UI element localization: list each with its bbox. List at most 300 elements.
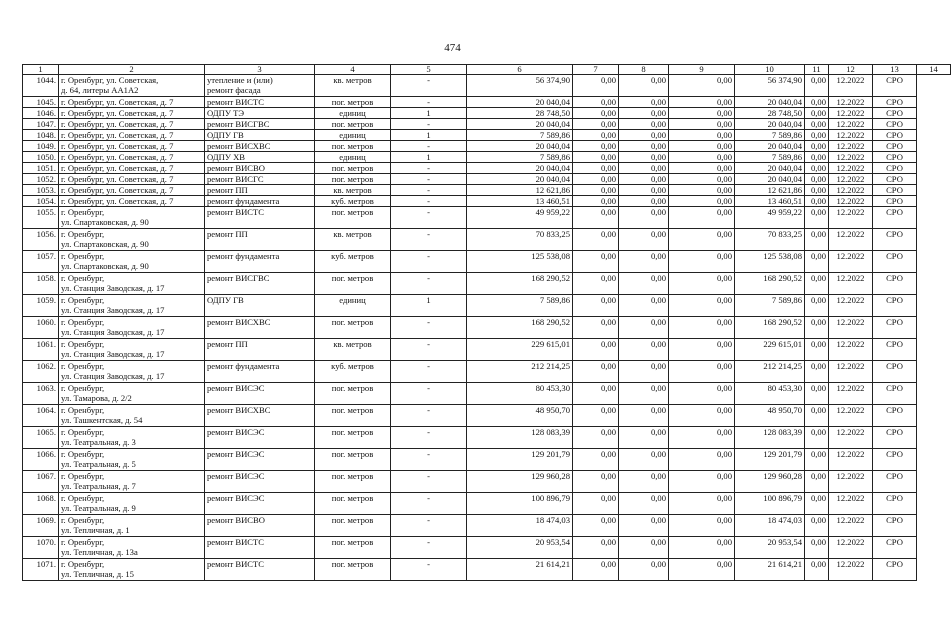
date-cell: 12.2022 <box>829 559 873 581</box>
address-line: г. Оренбург, <box>61 515 105 525</box>
work-type-cell <box>205 559 315 581</box>
date-cell: 12.2022 <box>829 383 873 405</box>
source-cell: СРО <box>873 317 917 339</box>
quantity-cell: - <box>391 185 467 196</box>
col10-cell: 0,00 <box>669 383 735 405</box>
col8-cell: 0,00 <box>573 185 619 196</box>
col11-cell: 7 589,86 <box>735 152 805 163</box>
col10-cell: 0,00 <box>669 449 735 471</box>
work-type-line: ремонт ВИСТС <box>207 559 265 569</box>
address-cell <box>59 75 205 97</box>
date-cell: 12.2022 <box>829 295 873 317</box>
unit-cell: пог. метров <box>315 317 391 339</box>
table-row <box>23 559 951 581</box>
source-cell: СРО <box>873 471 917 493</box>
col11-cell: 20 953,54 <box>735 537 805 559</box>
address-cell <box>59 196 205 207</box>
col11-cell: 18 474,03 <box>735 515 805 537</box>
source-cell: СРО <box>873 196 917 207</box>
source-cell: СРО <box>873 141 917 152</box>
work-type-line: ремонт ВИСТС <box>207 207 265 217</box>
quantity-cell: - <box>391 75 467 97</box>
col11-cell: 212 214,25 <box>735 361 805 383</box>
col8-cell: 0,00 <box>573 163 619 174</box>
work-type-line: ремонт ВИСТС <box>207 97 265 107</box>
col8-cell: 0,00 <box>573 471 619 493</box>
col10-cell: 0,00 <box>669 471 735 493</box>
register-table <box>22 64 951 581</box>
column-number-14: 14 <box>917 65 951 75</box>
col9-cell: 0,00 <box>619 207 669 229</box>
col12-cell: 0,00 <box>805 196 829 207</box>
work-type-line: ремонт ВИСЭС <box>207 493 265 503</box>
work-type-cell <box>205 449 315 471</box>
table-row <box>23 383 951 405</box>
work-type-line: утепление и (или) <box>207 75 273 85</box>
col8-cell: 0,00 <box>573 229 619 251</box>
col8-cell: 0,00 <box>573 119 619 130</box>
address-line: д. 64, литеры АА1А2 <box>61 85 139 95</box>
col9-cell: 0,00 <box>619 163 669 174</box>
col8-cell: 0,00 <box>573 339 619 361</box>
work-type-cell <box>205 537 315 559</box>
address-line: ул. Станция Заводская, д. 17 <box>61 283 165 293</box>
col12-cell: 0,00 <box>805 141 829 152</box>
total-cost-cell: 129 960,28 <box>467 471 573 493</box>
col8-cell: 0,00 <box>573 493 619 515</box>
date-cell: 12.2022 <box>829 515 873 537</box>
table-row <box>23 361 951 383</box>
col9-cell: 0,00 <box>619 174 669 185</box>
quantity-cell: - <box>391 251 467 273</box>
work-type-cell <box>205 515 315 537</box>
source-cell: СРО <box>873 339 917 361</box>
address-cell <box>59 229 205 251</box>
address-line: г. Оренбург, ул. Советская, д. 7 <box>61 108 174 118</box>
col9-cell: 0,00 <box>619 361 669 383</box>
col11-cell: 128 083,39 <box>735 427 805 449</box>
address-cell <box>59 515 205 537</box>
col12-cell: 0,00 <box>805 163 829 174</box>
total-cost-cell: 56 374,90 <box>467 75 573 97</box>
col10-cell: 0,00 <box>669 317 735 339</box>
total-cost-cell: 28 748,50 <box>467 108 573 119</box>
address-cell <box>59 251 205 273</box>
address-line: ул. Ташкентская, д. 54 <box>61 415 143 425</box>
quantity-cell: - <box>391 196 467 207</box>
address-cell <box>59 185 205 196</box>
col9-cell: 0,00 <box>619 383 669 405</box>
table-row <box>23 229 951 251</box>
total-cost-cell: 229 615,01 <box>467 339 573 361</box>
total-cost-cell: 7 589,86 <box>467 152 573 163</box>
row-number-cell: 1065. <box>23 427 59 449</box>
source-cell: СРО <box>873 537 917 559</box>
address-cell <box>59 383 205 405</box>
col9-cell: 0,00 <box>619 152 669 163</box>
address-line: ул. Тамарова, д. 2/2 <box>61 393 132 403</box>
row-number-cell: 1049. <box>23 141 59 152</box>
col10-cell: 0,00 <box>669 361 735 383</box>
date-cell: 12.2022 <box>829 141 873 152</box>
date-cell: 12.2022 <box>829 427 873 449</box>
row-number-cell: 1058. <box>23 273 59 295</box>
source-cell: СРО <box>873 75 917 97</box>
col9-cell: 0,00 <box>619 537 669 559</box>
quantity-cell: - <box>391 273 467 295</box>
table-row <box>23 141 951 152</box>
table-row <box>23 207 951 229</box>
work-type-line: ремонт ПП <box>207 339 248 349</box>
row-number-cell: 1066. <box>23 449 59 471</box>
col10-cell: 0,00 <box>669 75 735 97</box>
work-type-line: ремонт ВИСВО <box>207 163 265 173</box>
col9-cell: 0,00 <box>619 471 669 493</box>
col11-cell: 7 589,86 <box>735 295 805 317</box>
col9-cell: 0,00 <box>619 449 669 471</box>
address-line: г. Оренбург, ул. Советская, д. 7 <box>61 130 174 140</box>
work-type-line: ремонт ВИСЭС <box>207 427 265 437</box>
date-cell: 12.2022 <box>829 174 873 185</box>
total-cost-cell: 70 833,25 <box>467 229 573 251</box>
col9-cell: 0,00 <box>619 339 669 361</box>
col8-cell: 0,00 <box>573 537 619 559</box>
date-cell: 12.2022 <box>829 196 873 207</box>
address-line: г. Оренбург, <box>61 295 105 305</box>
quantity-cell: - <box>391 339 467 361</box>
col8-cell: 0,00 <box>573 174 619 185</box>
date-cell: 12.2022 <box>829 339 873 361</box>
address-line: г. Оренбург, ул. Советская, д. 7 <box>61 163 174 173</box>
row-number-cell: 1067. <box>23 471 59 493</box>
col10-cell: 0,00 <box>669 537 735 559</box>
col11-cell: 129 960,28 <box>735 471 805 493</box>
col11-cell: 20 040,04 <box>735 163 805 174</box>
col10-cell: 0,00 <box>669 273 735 295</box>
source-cell: СРО <box>873 229 917 251</box>
work-type-line: ремонт ВИСХВС <box>207 317 271 327</box>
address-cell <box>59 273 205 295</box>
unit-cell: пог. метров <box>315 383 391 405</box>
work-type-line: ремонт ПП <box>207 185 248 195</box>
date-cell: 12.2022 <box>829 119 873 130</box>
unit-cell: куб. метров <box>315 361 391 383</box>
date-cell: 12.2022 <box>829 229 873 251</box>
address-line: ул. Театральная, д. 9 <box>61 503 136 513</box>
work-type-line: ремонт ВИСХВС <box>207 405 271 415</box>
work-type-line: ремонт ВИСЭС <box>207 383 265 393</box>
date-cell: 12.2022 <box>829 163 873 174</box>
date-cell: 12.2022 <box>829 361 873 383</box>
column-number-3: 3 <box>205 65 315 75</box>
quantity-cell: 1 <box>391 108 467 119</box>
work-type-cell <box>205 383 315 405</box>
col12-cell: 0,00 <box>805 229 829 251</box>
quantity-cell: - <box>391 559 467 581</box>
col12-cell: 0,00 <box>805 383 829 405</box>
address-cell <box>59 163 205 174</box>
col12-cell: 0,00 <box>805 108 829 119</box>
date-cell: 12.2022 <box>829 152 873 163</box>
quantity-cell: - <box>391 471 467 493</box>
total-cost-cell: 168 290,52 <box>467 317 573 339</box>
col12-cell: 0,00 <box>805 75 829 97</box>
col10-cell: 0,00 <box>669 152 735 163</box>
col12-cell: 0,00 <box>805 449 829 471</box>
address-cell <box>59 449 205 471</box>
source-cell: СРО <box>873 559 917 581</box>
total-cost-cell: 7 589,86 <box>467 130 573 141</box>
source-cell: СРО <box>873 449 917 471</box>
col8-cell: 0,00 <box>573 427 619 449</box>
address-cell <box>59 174 205 185</box>
work-type-line: ОДПУ ГВ <box>207 295 244 305</box>
col10-cell: 0,00 <box>669 339 735 361</box>
col8-cell: 0,00 <box>573 251 619 273</box>
total-cost-cell: 20 040,04 <box>467 163 573 174</box>
col12-cell: 0,00 <box>805 251 829 273</box>
unit-cell: кв. метров <box>315 339 391 361</box>
address-cell <box>59 97 205 108</box>
col10-cell: 0,00 <box>669 427 735 449</box>
col8-cell: 0,00 <box>573 152 619 163</box>
work-type-cell <box>205 207 315 229</box>
unit-cell: пог. метров <box>315 493 391 515</box>
col10-cell: 0,00 <box>669 515 735 537</box>
col9-cell: 0,00 <box>619 251 669 273</box>
address-cell <box>59 427 205 449</box>
work-type-line: ремонт ВИСХВС <box>207 141 271 151</box>
unit-cell: единиц <box>315 295 391 317</box>
work-type-line: ремонт ВИСВО <box>207 515 265 525</box>
date-cell: 12.2022 <box>829 130 873 141</box>
quantity-cell: - <box>391 119 467 130</box>
address-line: г. Оренбург, ул. Советская, д. 7 <box>61 119 174 129</box>
date-cell: 12.2022 <box>829 108 873 119</box>
address-line: г. Оренбург, <box>61 383 105 393</box>
address-cell <box>59 130 205 141</box>
col10-cell: 0,00 <box>669 130 735 141</box>
unit-cell: пог. метров <box>315 449 391 471</box>
col8-cell: 0,00 <box>573 317 619 339</box>
work-type-line: ОДПУ ХВ <box>207 152 246 162</box>
source-cell: СРО <box>873 383 917 405</box>
date-cell: 12.2022 <box>829 273 873 295</box>
row-number-cell: 1050. <box>23 152 59 163</box>
col10-cell: 0,00 <box>669 174 735 185</box>
work-type-line: ремонт ВИСЭС <box>207 449 265 459</box>
unit-cell: куб. метров <box>315 196 391 207</box>
date-cell: 12.2022 <box>829 317 873 339</box>
col8-cell: 0,00 <box>573 273 619 295</box>
column-number-7: 7 <box>573 65 619 75</box>
col9-cell: 0,00 <box>619 108 669 119</box>
address-line: ул. Театральная, д. 3 <box>61 437 136 447</box>
col8-cell: 0,00 <box>573 515 619 537</box>
work-type-cell <box>205 152 315 163</box>
col10-cell: 0,00 <box>669 251 735 273</box>
work-type-line: ОДПУ ГВ <box>207 130 244 140</box>
col8-cell: 0,00 <box>573 559 619 581</box>
col10-cell: 0,00 <box>669 559 735 581</box>
work-type-line: ремонт фундамента <box>207 196 280 206</box>
col11-cell: 48 950,70 <box>735 405 805 427</box>
row-number-cell: 1059. <box>23 295 59 317</box>
column-number-1: 1 <box>23 65 59 75</box>
col11-cell: 7 589,86 <box>735 130 805 141</box>
row-number-cell: 1045. <box>23 97 59 108</box>
address-cell <box>59 207 205 229</box>
date-cell: 12.2022 <box>829 493 873 515</box>
work-type-line: ремонт ВИСЭС <box>207 471 265 481</box>
col8-cell: 0,00 <box>573 361 619 383</box>
unit-cell: пог. метров <box>315 559 391 581</box>
work-type-line: ОДПУ ТЭ <box>207 108 245 118</box>
row-number-cell: 1062. <box>23 361 59 383</box>
quantity-cell: - <box>391 174 467 185</box>
work-type-cell <box>205 108 315 119</box>
date-cell: 12.2022 <box>829 537 873 559</box>
table-row <box>23 196 951 207</box>
address-line: ул. Тепличная, д. 13а <box>61 547 138 557</box>
table-row <box>23 427 951 449</box>
col8-cell: 0,00 <box>573 295 619 317</box>
address-line: г. Оренбург, ул. Советская, д. 7 <box>61 152 174 162</box>
row-number-cell: 1053. <box>23 185 59 196</box>
quantity-cell: - <box>391 317 467 339</box>
col10-cell: 0,00 <box>669 163 735 174</box>
col10-cell: 0,00 <box>669 196 735 207</box>
address-cell <box>59 493 205 515</box>
row-number-cell: 1051. <box>23 163 59 174</box>
quantity-cell: - <box>391 493 467 515</box>
address-line: ул. Театральная, д. 7 <box>61 481 136 491</box>
work-type-cell <box>205 361 315 383</box>
address-line: г. Оренбург, <box>61 537 105 547</box>
col8-cell: 0,00 <box>573 75 619 97</box>
table-row <box>23 119 951 130</box>
unit-cell: пог. метров <box>315 97 391 108</box>
col12-cell: 0,00 <box>805 317 829 339</box>
date-cell: 12.2022 <box>829 97 873 108</box>
col11-cell: 125 538,08 <box>735 251 805 273</box>
col11-cell: 168 290,52 <box>735 317 805 339</box>
col9-cell: 0,00 <box>619 559 669 581</box>
col12-cell: 0,00 <box>805 339 829 361</box>
address-cell <box>59 537 205 559</box>
col8-cell: 0,00 <box>573 196 619 207</box>
total-cost-cell: 21 614,21 <box>467 559 573 581</box>
work-type-cell <box>205 339 315 361</box>
quantity-cell: - <box>391 141 467 152</box>
address-line: г. Оренбург, <box>61 273 105 283</box>
col11-cell: 80 453,30 <box>735 383 805 405</box>
col11-cell: 229 615,01 <box>735 339 805 361</box>
total-cost-cell: 49 959,22 <box>467 207 573 229</box>
col11-cell: 70 833,25 <box>735 229 805 251</box>
address-cell <box>59 295 205 317</box>
col12-cell: 0,00 <box>805 119 829 130</box>
unit-cell: кв. метров <box>315 185 391 196</box>
work-type-cell <box>205 405 315 427</box>
row-number-cell: 1052. <box>23 174 59 185</box>
source-cell: СРО <box>873 361 917 383</box>
total-cost-cell: 12 621,86 <box>467 185 573 196</box>
col10-cell: 0,00 <box>669 405 735 427</box>
address-cell <box>59 119 205 130</box>
col11-cell: 49 959,22 <box>735 207 805 229</box>
source-cell: СРО <box>873 130 917 141</box>
unit-cell: куб. метров <box>315 251 391 273</box>
address-line: г. Оренбург, ул. Советская, д. 7 <box>61 141 174 151</box>
work-type-cell <box>205 317 315 339</box>
table-row <box>23 537 951 559</box>
col11-cell: 20 040,04 <box>735 141 805 152</box>
work-type-cell <box>205 174 315 185</box>
unit-cell: пог. метров <box>315 163 391 174</box>
col12-cell: 0,00 <box>805 493 829 515</box>
quantity-cell: - <box>391 427 467 449</box>
column-number-12: 12 <box>829 65 873 75</box>
total-cost-cell: 20 953,54 <box>467 537 573 559</box>
row-number-cell: 1055. <box>23 207 59 229</box>
column-number-4: 4 <box>315 65 391 75</box>
quantity-cell: - <box>391 229 467 251</box>
address-line: ул. Спартаковская, д. 90 <box>61 217 149 227</box>
col11-cell: 13 460,51 <box>735 196 805 207</box>
row-number-cell: 1064. <box>23 405 59 427</box>
col9-cell: 0,00 <box>619 405 669 427</box>
col10-cell: 0,00 <box>669 119 735 130</box>
unit-cell: единиц <box>315 152 391 163</box>
col10-cell: 0,00 <box>669 295 735 317</box>
total-cost-cell: 80 453,30 <box>467 383 573 405</box>
row-number-cell: 1060. <box>23 317 59 339</box>
col9-cell: 0,00 <box>619 317 669 339</box>
total-cost-cell: 20 040,04 <box>467 174 573 185</box>
address-line: г. Оренбург, <box>61 471 105 481</box>
row-number-cell: 1056. <box>23 229 59 251</box>
quantity-cell: 1 <box>391 130 467 141</box>
col9-cell: 0,00 <box>619 427 669 449</box>
col9-cell: 0,00 <box>619 229 669 251</box>
address-cell <box>59 339 205 361</box>
source-cell: СРО <box>873 185 917 196</box>
page-number: 474 <box>444 42 461 54</box>
row-number-cell: 1071. <box>23 559 59 581</box>
column-number-10: 10 <box>735 65 805 75</box>
col9-cell: 0,00 <box>619 273 669 295</box>
column-number-2: 2 <box>59 65 205 75</box>
quantity-cell: - <box>391 383 467 405</box>
total-cost-cell: 13 460,51 <box>467 196 573 207</box>
quantity-cell: 1 <box>391 295 467 317</box>
date-cell: 12.2022 <box>829 449 873 471</box>
row-number-cell: 1054. <box>23 196 59 207</box>
address-line: г. Оренбург, <box>61 427 105 437</box>
col10-cell: 0,00 <box>669 207 735 229</box>
col10-cell: 0,00 <box>669 108 735 119</box>
work-type-line: ремонт фундамента <box>207 361 280 371</box>
unit-cell: пог. метров <box>315 141 391 152</box>
total-cost-cell: 212 214,25 <box>467 361 573 383</box>
unit-cell: пог. метров <box>315 427 391 449</box>
column-number-9: 9 <box>669 65 735 75</box>
source-cell: СРО <box>873 174 917 185</box>
table-row <box>23 295 951 317</box>
col10-cell: 0,00 <box>669 141 735 152</box>
table-row <box>23 251 951 273</box>
